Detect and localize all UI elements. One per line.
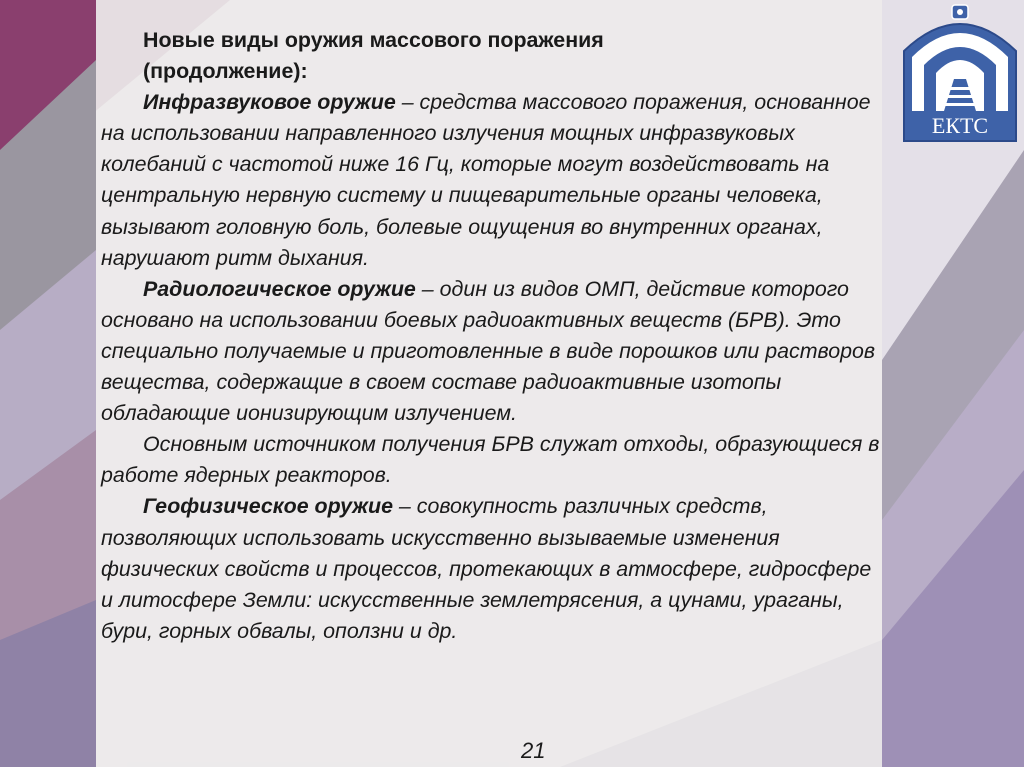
- ekts-logo: [900, 3, 1020, 143]
- term-radiological: Радиологическое оружие: [143, 276, 416, 301]
- paragraph-infrasound: [101, 87, 881, 274]
- slide-title-line1: Новые виды оружия массового поражения: [143, 28, 604, 52]
- term-geophysical: Геофизическое оружие: [143, 494, 393, 519]
- slide-title-line2: (продолжение):: [143, 59, 308, 84]
- text-infrasound: – средства массового поражения, основанное на использовании направленного излучения мощных инфразвуковых колебаний с частотой ниже 16 Гц, которые могут воздействовать на центральную нервную систему и пищеварительные органы человека, вызывают головную боль, болевые ощущения во внутренних органах, нарушают ритм дыхания.: [101, 90, 871, 270]
- slide-text: [101, 25, 881, 647]
- logo-text: ЕКТС: [931, 113, 989, 138]
- text-radiological: – один из видов ОМП, действие которого основано на использовании боевых радиоактивных веществ (БРВ). Это специально получаемые и приготовленные в виде порошков или растворов вещества, содержащие в своем составе радиоактивные изотопы обладающие ионизирующим излучением.: [101, 276, 876, 426]
- page-number: 21: [521, 738, 546, 763]
- paragraph-radiological: [101, 274, 881, 429]
- text-geophysical: – совокупность различных средств, позволяющих использовать искусственно вызываемые изменения физических свойств и процессов, протекающих в атмосфере, гидросфере и литосфере Земли: искусственные землетрясения, а цунами, ураганы, бури, горных обвалы, оползни и др.: [101, 494, 872, 643]
- paragraph-geophysical: [101, 491, 881, 646]
- paragraph-brv-source: Основным источником получения БРВ служат отходы, образующиеся в работе ядерных реакторов.: [101, 432, 880, 488]
- term-infrasound: Инфразвуковое оружие: [143, 90, 396, 115]
